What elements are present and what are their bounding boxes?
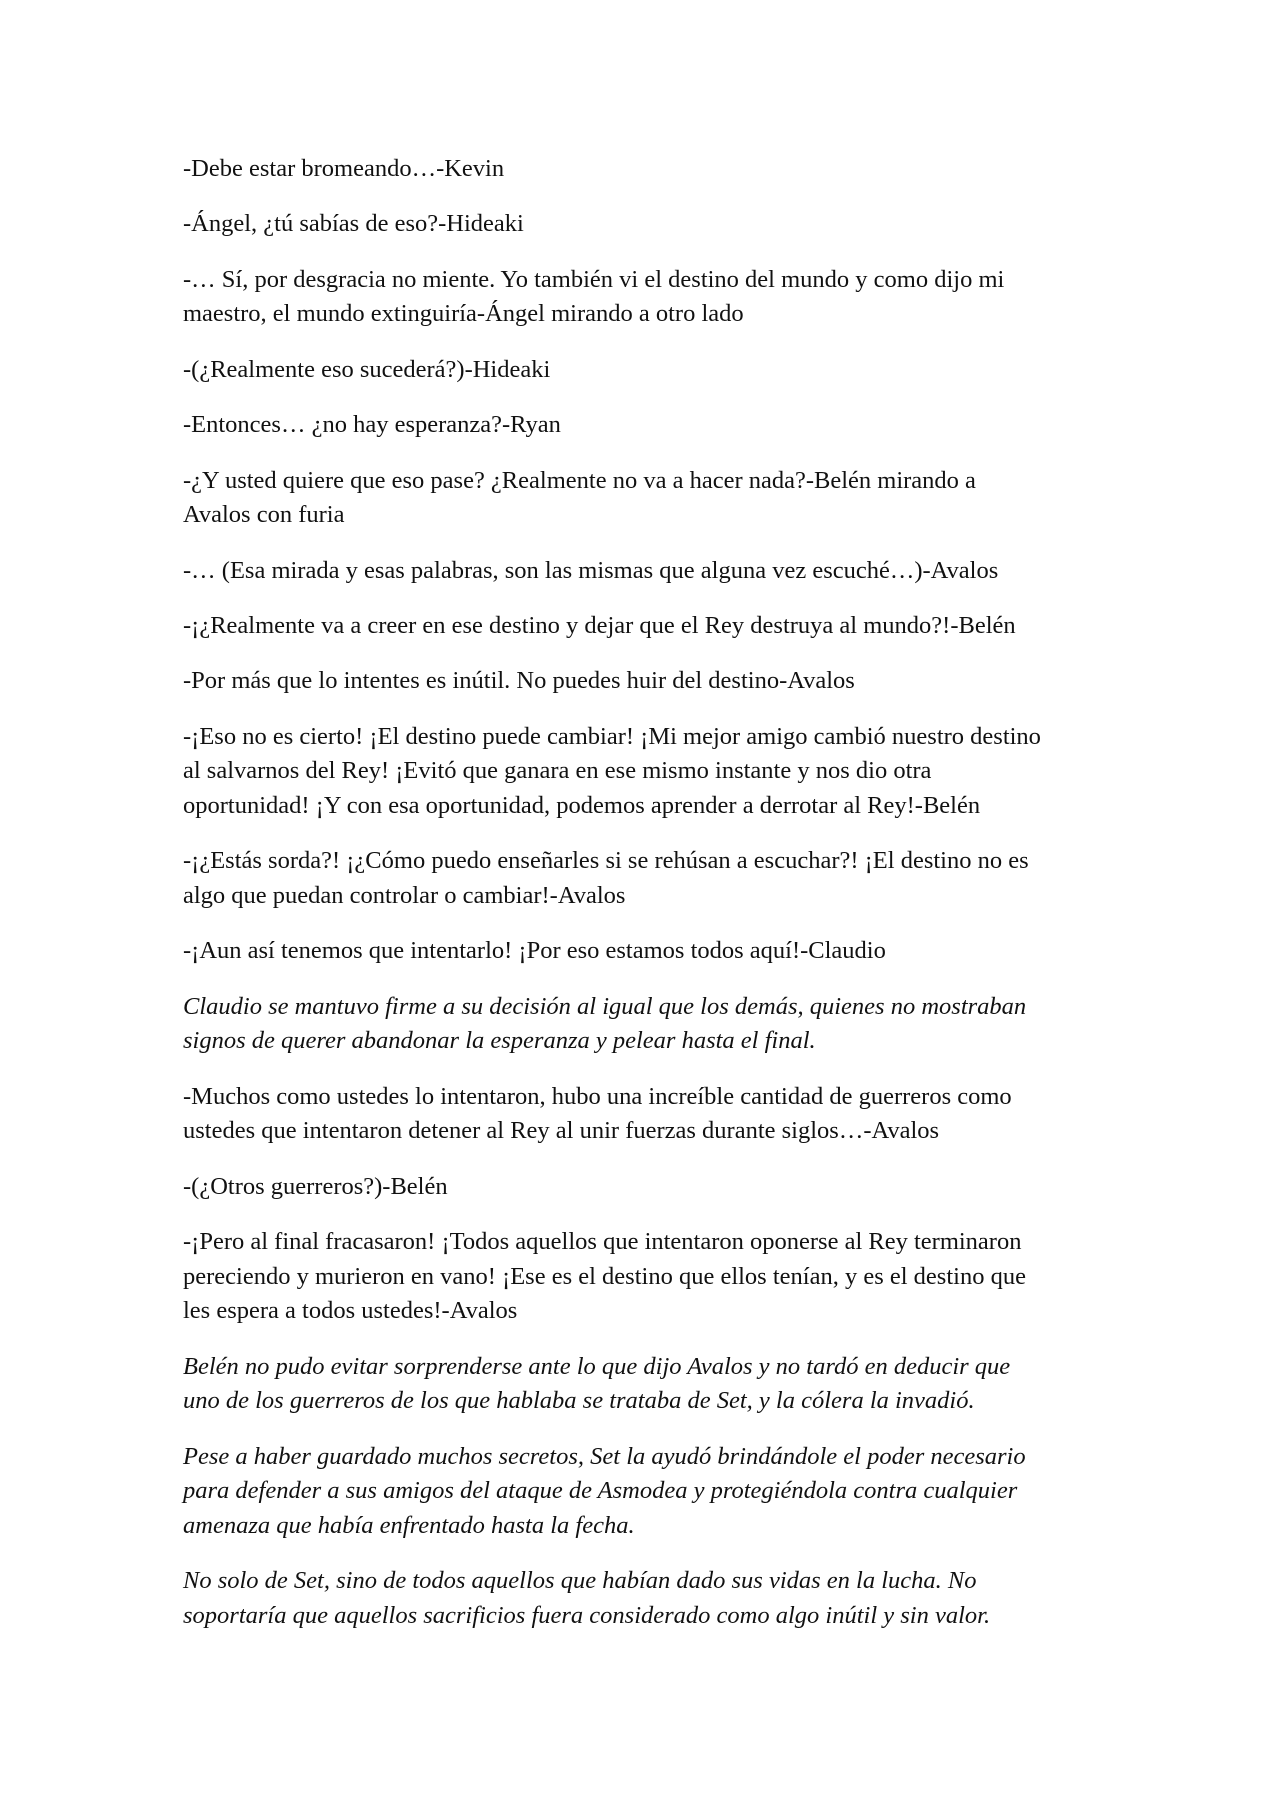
dialogue-paragraph — [183, 1080, 1103, 1149]
dialogue-paragraph — [183, 464, 1103, 533]
dialogue-paragraph — [183, 1170, 1103, 1205]
text-line: Pese a haber guardado muchos secretos, Set la ayudó brindándole el poder necesario — [183, 1442, 1026, 1470]
text-line: -¡Eso no es cierto! ¡El destino puede cambiar! ¡Mi mejor amigo cambió nuestro destino — [183, 722, 1041, 750]
text-line: -Debe estar bromeando…-Kevin — [183, 155, 505, 182]
text-line: pereciendo y murieron en vano! ¡Ese es el destino que ellos tenían, y es el destino que — [183, 1262, 1026, 1290]
dialogue-paragraph — [183, 353, 1103, 388]
text-line: maestro, el mundo extinguiría-Ángel mirando a otro lado — [183, 300, 744, 328]
narration-paragraph — [183, 1564, 1103, 1633]
text-line: -(¿Realmente eso sucederá?)-Hideaki — [183, 355, 551, 383]
narration-paragraph — [183, 1440, 1103, 1544]
dialogue-paragraph — [183, 844, 1103, 913]
text-line: soportaría que aquellos sacrificios fuera considerado como algo inútil y sin valor. — [183, 1601, 991, 1629]
text-line: Avalos con furia — [183, 501, 345, 529]
dialogue-paragraph — [183, 1225, 1103, 1329]
text-line: -Muchos como ustedes lo intentaron, hubo una increíble cantidad de guerreros como — [183, 1082, 1012, 1110]
text-line: oportunidad! ¡Y con esa oportunidad, podemos aprender a derrotar al Rey!-Belén — [183, 791, 981, 819]
text-line: No solo de Set, sino de todos aquellos que habían dado sus vidas en la lucha. No — [183, 1567, 977, 1595]
text-line: -Ángel, ¿tú sabías de eso?-Hideaki — [183, 210, 524, 238]
text-line: -¡Aun así tenemos que intentarlo! ¡Por eso estamos todos aquí!-Claudio — [183, 937, 886, 965]
text-line: -… Sí, por desgracia no miente. Yo también vi el destino del mundo y como dijo mi — [183, 265, 1005, 293]
text-line: para defender a sus amigos del ataque de Asmodea y protegiéndola contra cualquier — [183, 1477, 1018, 1505]
narration-paragraph — [183, 990, 1103, 1059]
text-line: -Entonces… ¿no hay esperanza?-Ryan — [183, 411, 561, 439]
text-line: -¡Pero al final fracasaron! ¡Todos aquellos que intentaron oponerse al Rey terminaron — [183, 1228, 1022, 1256]
text-line: -¿Y usted quiere que eso pase? ¿Realmente no va a hacer nada?-Belén mirando a — [183, 466, 976, 494]
text-line: -¡¿Estás sorda?! ¡¿Cómo puedo enseñarles si se rehúsan a escuchar?! ¡El destino no es — [183, 847, 1029, 875]
text-line: signos de querer abandonar la esperanza y pelear hasta el final. — [183, 1027, 816, 1055]
text-line: Belén no pudo evitar sorprenderse ante lo que dijo Avalos y no tardó en deducir que — [183, 1352, 1011, 1380]
dialogue-paragraph — [183, 263, 1103, 332]
dialogue-paragraph — [183, 720, 1103, 824]
text-line: -(¿Otros guerreros?)-Belén — [183, 1172, 448, 1200]
dialogue-paragraph — [183, 207, 1103, 242]
dialogue-paragraph — [183, 934, 1103, 969]
dialogue-paragraph — [183, 554, 1103, 589]
text-line: amenaza que había enfrentado hasta la fecha. — [183, 1511, 635, 1539]
text-line: Claudio se mantuvo firme a su decisión al igual que los demás, quienes no mostraban — [183, 992, 1027, 1020]
narration-paragraph — [183, 1350, 1103, 1419]
text-line: -¡¿Realmente va a creer en ese destino y dejar que el Rey destruya al mundo?!-Belén — [183, 611, 1016, 639]
text-line: les espera a todos ustedes!-Avalos — [183, 1297, 518, 1325]
text-line: ustedes que intentaron detener al Rey al unir fuerzas durante siglos…-Avalos — [183, 1117, 940, 1145]
text-line: uno de los guerreros de los que hablaba se trataba de Set, y la cólera la invadió. — [183, 1387, 975, 1415]
dialogue-paragraph — [183, 408, 1103, 443]
text-line: algo que puedan controlar o cambiar!-Avalos — [183, 881, 626, 909]
dialogue-paragraph — [183, 152, 1103, 187]
document-page — [183, 152, 1103, 1654]
text-line: -Por más que lo intentes es inútil. No puedes huir del destino-Avalos — [183, 667, 855, 695]
dialogue-paragraph — [183, 609, 1103, 644]
text-line: al salvarnos del Rey! ¡Evitó que ganara en ese mismo instante y nos dio otra — [183, 757, 932, 785]
dialogue-paragraph — [183, 664, 1103, 699]
text-line: -… (Esa mirada y esas palabras, son las mismas que alguna vez escuché…)-Avalos — [183, 556, 999, 584]
